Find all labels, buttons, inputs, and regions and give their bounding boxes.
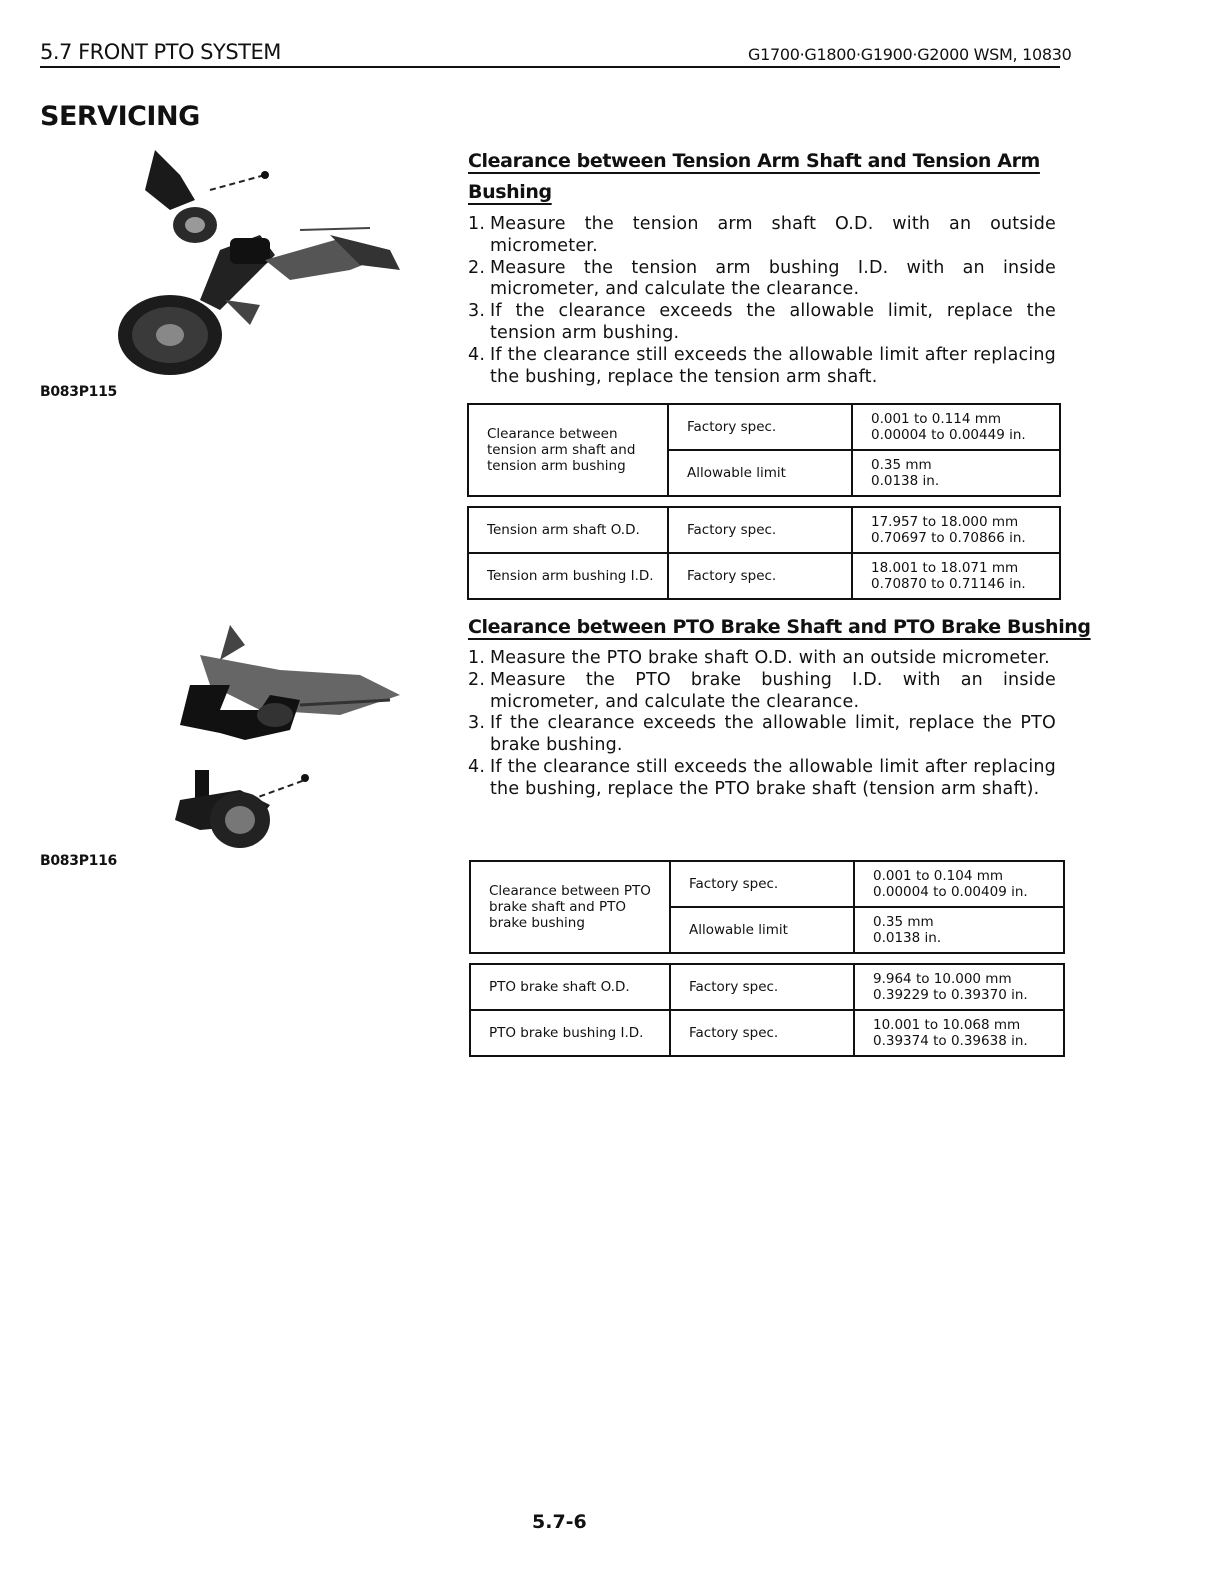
dimension-spec-table [469, 963, 1065, 1057]
page-title: SERVICING [40, 101, 200, 132]
spec-value: 0.001 to 0.114 mm 0.00004 to 0.00449 in. [852, 404, 1060, 450]
header-rule [40, 66, 1060, 68]
dimension-spec-table [467, 506, 1061, 600]
spec-label: Allowable limit [668, 450, 852, 496]
spec-value: 18.001 to 18.071 mm 0.70870 to 0.71146 in. [852, 553, 1060, 599]
spec-item: Tension arm shaft O.D. [468, 507, 668, 553]
section-header: 5.7 FRONT PTO SYSTEM [40, 40, 281, 64]
spec-value: 9.964 to 10.000 mm 0.39229 to 0.39370 in. [854, 964, 1064, 1010]
procedure-steps [468, 648, 1056, 801]
step: 4. If the clearance still exceeds the allowable limit after replacing the bushing, replace the PTO brake shaft (tension arm shaft). [468, 756, 1056, 799]
spec-item: PTO brake bushing I.D. [470, 1010, 670, 1056]
spec-label: Factory spec. [668, 553, 852, 599]
figure-code: B083P116 [40, 853, 117, 869]
spec-label: Factory spec. [668, 507, 852, 553]
spec-item: Clearance between PTO brake shaft and PTO brake bushing [470, 861, 670, 953]
spec-label: Factory spec. [668, 404, 852, 450]
spec-item: PTO brake shaft O.D. [470, 964, 670, 1010]
step: 2. Measure the tension arm bushing I.D. with an inside micrometer, and calculate the clearance. [468, 257, 1056, 300]
tension-arm-shaft-measurement-photo-icon [100, 140, 420, 390]
section-title-line: Bushing [468, 181, 552, 203]
spec-item: Tension arm bushing I.D. [468, 553, 668, 599]
figure-code: B083P115 [40, 384, 117, 400]
spec-value: 17.957 to 18.000 mm 0.70697 to 0.70866 in. [852, 507, 1060, 553]
clearance-spec-table [467, 403, 1061, 497]
section-title-line: Clearance between Tension Arm Shaft and Tension Arm [468, 150, 1040, 172]
spec-value: 0.35 mm 0.0138 in. [854, 907, 1064, 953]
step: 3. If the clearance exceeds the allowable limit, replace the tension arm bushing. [468, 301, 1056, 343]
section-title [468, 612, 1091, 643]
step: 2. Measure the PTO brake bushing I.D. with an inside micrometer, and calculate the clearance. [468, 669, 1056, 712]
section-title-line: Clearance between PTO Brake Shaft and PTO Brake Bushing [468, 616, 1091, 638]
section-title [468, 146, 1040, 208]
step: 3. If the clearance exceeds the allowable limit, replace the PTO brake bushing. [468, 713, 1056, 756]
spec-label: Factory spec. [670, 1010, 854, 1056]
spec-label: Factory spec. [670, 861, 854, 907]
step: 4. If the clearance still exceeds the allowable limit after replacing the bushing, replace the tension arm shaft. [468, 344, 1056, 387]
clearance-spec-table [469, 860, 1065, 954]
pto-brake-shaft-measurement-photo-icon [160, 615, 430, 875]
spec-label: Factory spec. [670, 964, 854, 1010]
step: 1. Measure the tension arm shaft O.D. with an outside micrometer. [468, 214, 1056, 256]
spec-label: Allowable limit [670, 907, 854, 953]
manual-id: G1700·G1800·G1900·G2000 WSM, 10830 [748, 45, 1072, 64]
spec-value: 0.35 mm 0.0138 in. [852, 450, 1060, 496]
procedure-steps [468, 214, 1056, 388]
spec-value: 0.001 to 0.104 mm 0.00004 to 0.00409 in. [854, 861, 1064, 907]
spec-value: 10.001 to 10.068 mm 0.39374 to 0.39638 in. [854, 1010, 1064, 1056]
step: 1. Measure the PTO brake shaft O.D. with an outside micrometer. [468, 648, 1050, 668]
spec-item: Clearance between tension arm shaft and tension arm bushing [468, 404, 668, 496]
page-number: 5.7-6 [532, 1511, 587, 1533]
